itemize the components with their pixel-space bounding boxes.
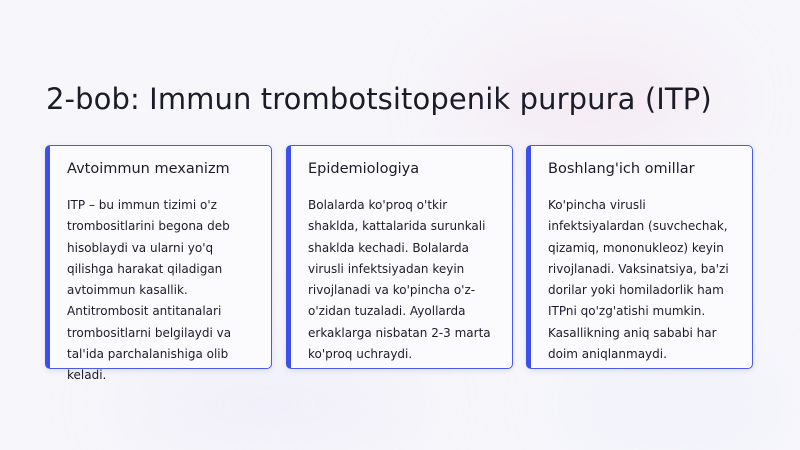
- card-text-line: Ko'pincha virusli: [548, 198, 646, 212]
- card-text-line: trombositlarini begona deb: [67, 219, 230, 234]
- card-epidemiology: [286, 145, 513, 369]
- card-triggering-factors: [526, 145, 753, 369]
- card-text-line: hisoblaydi va ularni yo'q: [67, 240, 214, 255]
- card-text-line: ITPni qo'zg'atishi mumkin.: [548, 304, 706, 319]
- card-body: [548, 195, 746, 365]
- card-text-line: shaklda, kattalarida surunkali: [308, 219, 486, 234]
- card-text-line: tal'ida parchalanishiga olib: [67, 347, 229, 362]
- background-decoration: [560, 370, 780, 440]
- card-title: Epidemiologiya: [308, 161, 420, 177]
- card-text-line: qizamiq, mononukleoz) keyin: [548, 240, 724, 255]
- card-text-line: virusli infektsiyadan keyin: [308, 261, 465, 276]
- card-title: Boshlang'ich omillar: [548, 161, 695, 177]
- card-body: [67, 195, 265, 387]
- card-text-line: Bolalarda ko'proq o'tkir: [308, 198, 448, 212]
- card-text-line: shaklda kechadi. Bolalarda: [308, 240, 469, 255]
- card-text-line: erkaklarga nisbatan 2-3 marta: [308, 325, 491, 340]
- card-title: Avtoimmun mexanizm: [67, 161, 230, 177]
- card-text-line: o'zidan tuzaladi. Ayollarda: [308, 304, 466, 319]
- card-text-line: doim aniqlanmaydi.: [548, 347, 667, 362]
- card-text-line: infektsiyalardan (suvchechak,: [548, 219, 728, 234]
- card-text-line: qilishga harakat qiladigan: [67, 261, 223, 276]
- card-text-line: ko'proq uchraydi.: [308, 347, 413, 362]
- card-text-line: rivojlanadi. Vaksinatsiya, ba'zi: [548, 261, 729, 276]
- card-text-line: dorilar yoki homiladorlik ham: [548, 283, 724, 298]
- card-text-line: rivojlanadi va ko'pincha o'z-: [308, 283, 476, 298]
- card-text-line: Kasallikning aniq sababi har: [548, 325, 717, 340]
- card-body: [308, 195, 506, 365]
- card-text-line: trombositlarni belgilaydi va: [67, 325, 232, 340]
- card-autoimmune-mechanism: [45, 145, 272, 383]
- card-text-line: ITP – bu immun tizimi o'z: [67, 198, 217, 212]
- card-text-line: keladi.: [67, 368, 107, 383]
- card-text-line: avtoimmun kasallik.: [67, 283, 188, 298]
- card-text-line: Antitrombosit antitanalari: [67, 304, 222, 319]
- slide-title: 2-bob: Immun trombotsitopenik purpura (ITP): [46, 82, 712, 116]
